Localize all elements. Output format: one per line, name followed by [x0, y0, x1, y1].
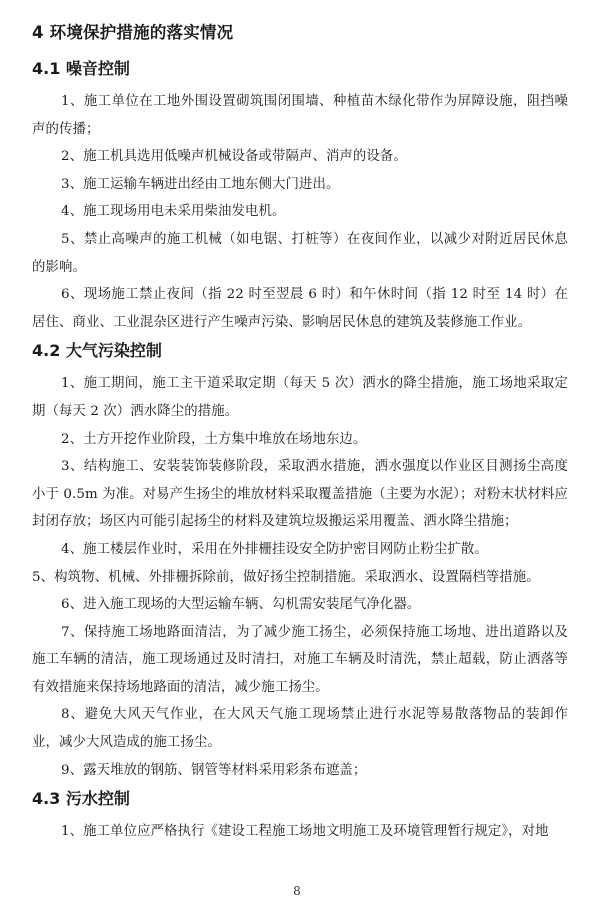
paragraph: 4、施工楼层作业时，采用在外排栅挂设安全防护密目网防止粉尘扩散。: [61, 541, 488, 557]
heading-wastewater-control: 4.3 污水控制: [32, 789, 130, 809]
paragraph: 3、施工运输车辆进出经由工地东侧大门进出。: [61, 176, 340, 192]
paragraph: 2、施工机具选用低噪声机械设备或带隔声、消声的设备。: [61, 149, 407, 165]
paragraph: 6、现场施工禁止夜间（指 22 时至翌晨 6 时）和午休时间（指 12 时至 14 时）在居住、商业、工业混杂区进行产生噪声污染、影响居民休息的建筑及装修施工作业。: [32, 287, 568, 330]
paragraph: 1、施工期间，施工主干道采取定期（每天 5 次）洒水的降尘措施，施工场地采取定期（每天 2 次）洒水降尘的措施。: [32, 376, 568, 419]
paragraph: 8、避免大风天气作业，在大风天气施工现场禁止进行水泥等易散落物品的装卸作业，减少大风造成的施工扬尘。: [32, 707, 568, 751]
paragraph: 5、构筑物、机械、外排栅拆除前，做好扬尘控制措施。采取洒水、设置隔档等措施。: [32, 569, 540, 585]
section-title: 4 环境保护措施的落实情况: [32, 23, 234, 42]
paragraph: 5、禁止高噪声的施工机械（如电锯、打桩等）在夜间作业，以减少对附近居民休息的影响。: [32, 231, 568, 275]
paragraph: 7、保持施工场地路面清洁，为了减少施工扬尘，必须保持施工场地、进出道路以及施工车辆的清洁，施工现场通过及时清扫，对施工车辆及时清洗，禁止超载，防止洒落等有效措施来保持场地路面的清洁，减少施工扬尘。: [32, 624, 568, 695]
paragraph: 3、结构施工、安装装饰装修阶段，采取洒水措施，洒水强度以作业区目测扬尘高度小于 0.5m 为准。对易产生扬尘的堆放材料采取覆盖措施（主要为水泥）；对粉末状材料应封闭存放；场区内可能引起扬尘的材料及建筑垃圾搬运采用覆盖、洒水降尘措施；: [32, 459, 568, 530]
paragraph: 1、施工单位应严格执行《建设工程施工场地文明施工及环境管理暂行规定》，对地: [61, 824, 549, 840]
paragraph: 1、施工单位在工地外围设置砌筑围闭围墙、种植苗木绿化带作为屏障设施，阻挡噪声的传播；: [32, 94, 568, 137]
paragraph: 2、土方开挖作业阶段，土方集中堆放在场地东边。: [61, 431, 367, 447]
heading-noise-control: 4.1 噪音控制: [32, 59, 130, 78]
heading-air-pollution-control: 4.2 大气污染控制: [32, 341, 162, 361]
paragraph: 6、进入施工现场的大型运输车辆、勾机需安装尾气净化器。: [61, 597, 421, 613]
paragraph: 9、露天堆放的钢筋、钢管等材料采用彩条布遮盖；: [61, 762, 367, 778]
paragraph: 4、施工现场用电未采用柴油发电机。: [61, 204, 286, 220]
page-number: 8: [293, 884, 301, 898]
